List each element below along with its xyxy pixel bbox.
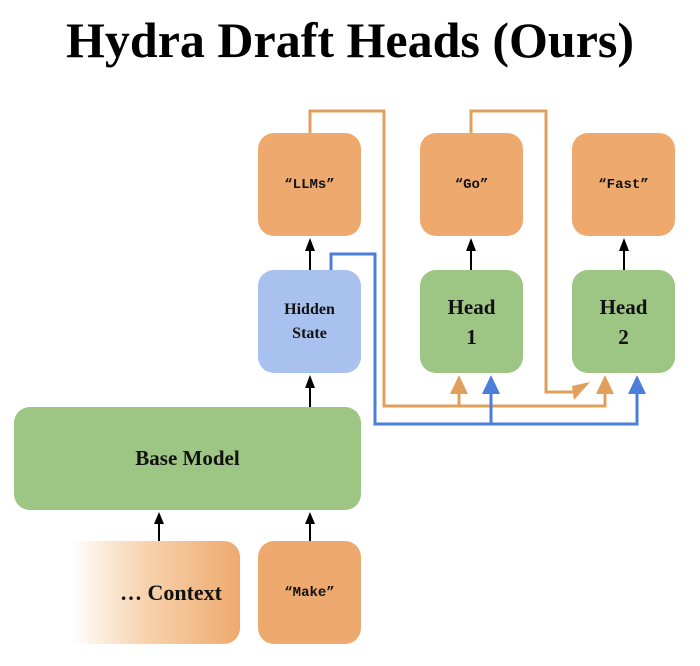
hidden-state-line1: Hidden — [284, 300, 335, 318]
token-llms-label: “LLMs” — [284, 176, 335, 193]
orange-arrowhead-go-head2 — [572, 382, 590, 400]
hidden-state-line2: State — [292, 324, 327, 342]
orange-arrowhead-head1 — [450, 375, 468, 394]
head-2-line2: 2 — [618, 324, 629, 349]
base-model-label: Base Model — [135, 446, 240, 470]
token-fast-label: “Fast” — [598, 176, 649, 193]
orange-line-llms-to-heads — [310, 111, 605, 406]
arrowhead-make-to-base — [305, 512, 315, 524]
arrowhead-head1-to-go — [466, 238, 476, 251]
token-make-label: “Make” — [284, 584, 335, 601]
blue-arrowhead-head2 — [628, 375, 646, 394]
head-1-line2: 1 — [466, 324, 477, 349]
token-go-label: “Go” — [454, 176, 489, 193]
diagram-title: Hydra Draft Heads (Ours) — [66, 12, 634, 68]
head-1-line1: Head — [447, 294, 496, 319]
arrowhead-head2-to-fast — [619, 238, 629, 251]
arrowhead-context-to-base — [154, 512, 164, 524]
head-2-line1: Head — [599, 294, 648, 319]
orange-line-go-to-head2 — [471, 111, 578, 392]
context-label: … Context — [119, 579, 222, 605]
blue-arrowhead-head1 — [482, 375, 500, 394]
arrowhead-hidden-to-llms — [305, 238, 315, 251]
blue-line-hidden-to-heads — [331, 254, 637, 424]
arrowhead-base-to-hidden — [305, 375, 315, 388]
orange-arrowhead-head2 — [596, 375, 614, 394]
